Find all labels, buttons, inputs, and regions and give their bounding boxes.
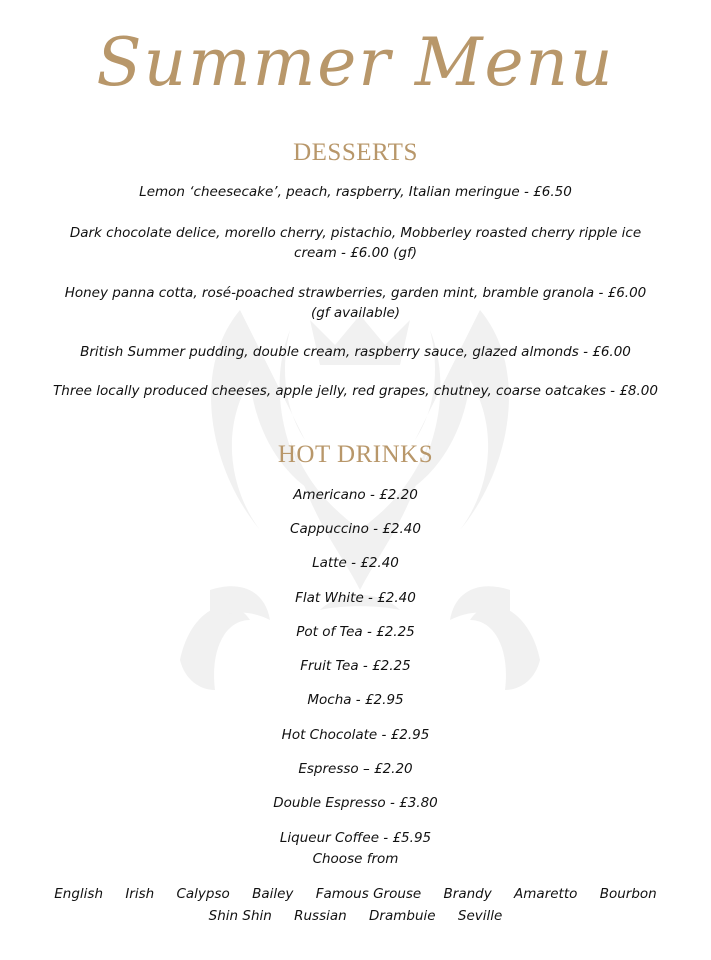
drink-item: Hot Chocolate - £2.95: [281, 727, 430, 743]
drink-item: Flat White - £2.40: [295, 590, 416, 606]
drink-item: Liqueur Coffee - £5.95: [279, 830, 432, 846]
drink-item: Pot of Tea - £2.25: [296, 624, 415, 640]
dessert-item-line: British Summer pudding, double cream, raspberry sauce, glazed almonds - £6.00: [80, 344, 631, 360]
liqueur-option: Drambuie: [369, 908, 436, 924]
liqueur-option: Bailey: [252, 886, 294, 902]
liqueur-option: Brandy: [443, 886, 492, 902]
liqueur-option: Russian: [294, 908, 347, 924]
liqueur-option: Shin Shin: [208, 908, 272, 924]
desserts-heading: DESSERTS: [293, 139, 418, 166]
dessert-item-line: Dark chocolate delice, morello cherry, pistachio, Mobberley roasted cherry ripple ice: [69, 225, 642, 241]
dessert-item-line: Lemon ‘cheesecake’, peach, raspberry, Italian meringue - £6.50: [139, 184, 572, 200]
dessert-item-line: Three locally produced cheeses, apple jelly, red grapes, chutney, coarse oatcakes - £8.00: [53, 383, 658, 399]
dessert-item: [40, 342, 671, 362]
drink-item: Latte - £2.40: [312, 555, 399, 571]
liqueur-option: Irish: [125, 886, 155, 902]
dessert-item-line: Honey panna cotta, rosé-poached strawberries, garden mint, bramble granola - £6.00: [64, 285, 647, 301]
liqueur-option: English: [54, 886, 104, 902]
liqueur-option: Famous Grouse: [315, 886, 422, 902]
drink-item: Espresso – £2.20: [298, 761, 413, 777]
dessert-item-line: (gf available): [310, 305, 401, 321]
dessert-item-line: cream - £6.00 (gf): [294, 245, 417, 261]
drink-item: Fruit Tea - £2.25: [300, 658, 411, 674]
liqueur-option: Amaretto: [514, 886, 578, 902]
liqueur-option: Bourbon: [599, 886, 657, 902]
drink-item: Mocha - £2.95: [307, 692, 404, 708]
liqueur-option: Calypso: [176, 886, 230, 902]
menu-title: Summer Menu: [96, 24, 615, 101]
dessert-item: [20, 381, 691, 401]
drink-item: Americano - £2.20: [293, 487, 418, 503]
drink-item: Double Espresso - £3.80: [273, 795, 438, 811]
liqueur-options-row: [0, 883, 711, 905]
hot-drinks-heading: HOT DRINKS: [277, 441, 434, 468]
liqueur-options-row: [0, 905, 711, 927]
choose-from-label: Choose from: [312, 851, 399, 867]
drink-item: Cappuccino - £2.40: [290, 521, 421, 537]
dessert-item: [40, 182, 671, 202]
dessert-item: [40, 223, 671, 263]
liqueur-option: Seville: [457, 908, 503, 924]
dessert-item: [40, 283, 671, 323]
